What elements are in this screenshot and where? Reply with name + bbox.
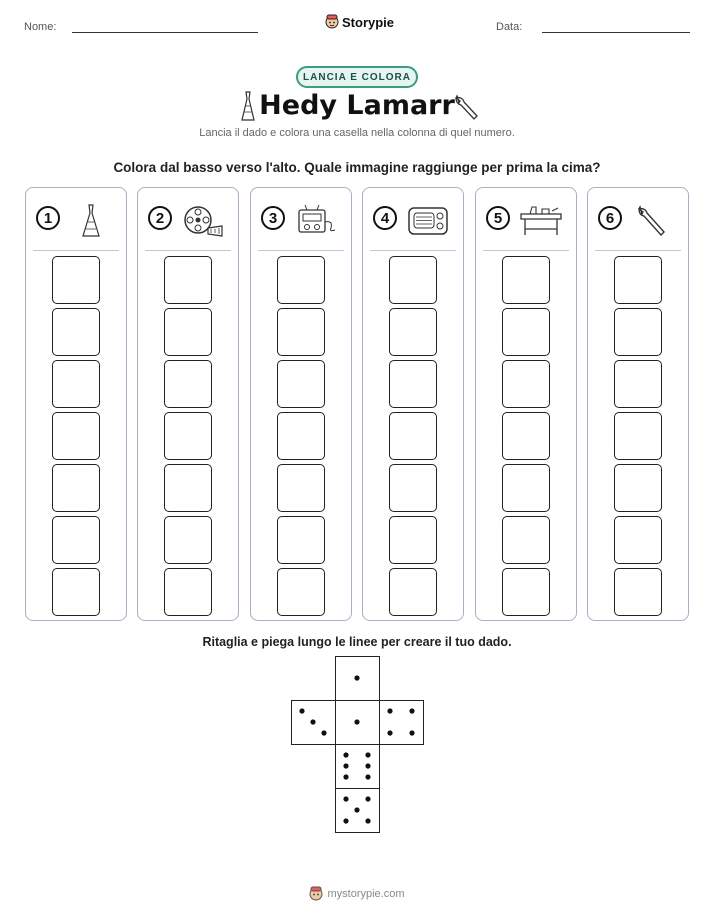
column-number: 5 [486,206,510,230]
die-pip [365,796,370,801]
color-box[interactable] [164,516,212,564]
die-pip [354,719,359,724]
color-box[interactable] [164,412,212,460]
color-box[interactable] [389,308,437,356]
column-header [138,188,238,250]
storypie-mascot-icon [309,886,323,902]
die-pips [336,657,378,699]
die-pips [336,745,378,787]
column-number: 4 [373,206,397,230]
color-box[interactable] [52,360,100,408]
column-3 [250,187,352,621]
color-box[interactable] [389,412,437,460]
die-pip [343,763,348,768]
name-line[interactable] [72,32,258,33]
color-box[interactable] [614,464,662,512]
color-box[interactable] [277,308,325,356]
die-pips [336,701,378,743]
column-number: 1 [36,206,60,230]
wrench-icon [452,92,480,122]
column-2 [137,187,239,621]
die-pip [321,730,326,735]
column-divider [595,250,681,251]
color-box[interactable] [502,464,550,512]
column-number: 2 [148,206,172,230]
column-6 [587,187,689,621]
workbench-icon [518,202,564,238]
radio-device-icon [293,202,339,238]
color-box[interactable] [502,568,550,616]
die-face-right [379,700,424,745]
color-box[interactable] [614,412,662,460]
column-number: 6 [598,206,622,230]
color-box[interactable] [164,308,212,356]
die-pip [299,708,304,713]
column-header [363,188,463,250]
die-pip [343,796,348,801]
die-pip [387,730,392,735]
color-box[interactable] [52,256,100,304]
die-pip [354,675,359,680]
color-box[interactable] [502,308,550,356]
color-box[interactable] [52,412,100,460]
color-box[interactable] [614,360,662,408]
die-pip [310,719,315,724]
wrench-icon [630,202,676,238]
color-box[interactable] [277,516,325,564]
footer [0,886,714,902]
column-header [26,188,126,250]
column-header [588,188,688,250]
color-box[interactable] [277,360,325,408]
die-pip [409,730,414,735]
color-box[interactable] [502,516,550,564]
color-box[interactable] [614,308,662,356]
die-instruction: Ritaglia e piega lungo le linee per creare il tuo dado. [202,635,512,649]
die-pip [365,818,370,823]
die-pip [343,818,348,823]
film-reel-icon [180,202,226,238]
die-pip [409,708,414,713]
die-pip [387,708,392,713]
column-divider [145,250,231,251]
column-header [251,188,351,250]
color-box[interactable] [277,568,325,616]
die-face-left [291,700,336,745]
color-box[interactable] [502,256,550,304]
color-box[interactable] [389,516,437,564]
column-number: 3 [261,206,285,230]
die-pip [343,774,348,779]
color-box[interactable] [164,464,212,512]
color-box[interactable] [277,464,325,512]
evening-gown-icon [68,202,114,238]
activity-badge: LANCIA E COLORA [296,66,418,88]
die-face-center [335,700,380,745]
column-divider [370,250,456,251]
color-box[interactable] [277,256,325,304]
die-face-top [335,656,380,701]
die-face-lower [335,744,380,789]
subtitle: Lancia il dado e colora una casella nella colonna di quel numero. [199,127,515,139]
brand-logo [325,14,394,30]
color-box[interactable] [164,360,212,408]
die-pips [292,701,334,743]
color-box[interactable] [502,412,550,460]
column-4 [362,187,464,621]
die-pip [365,763,370,768]
die-pip [365,774,370,779]
column-divider [258,250,344,251]
die-pips [336,789,378,831]
vintage-radio-icon [405,202,451,238]
color-box[interactable] [164,568,212,616]
brand-name: Storypie [342,14,395,30]
color-box[interactable] [502,360,550,408]
page-title: Hedy Lamarr [259,90,455,121]
color-box[interactable] [52,516,100,564]
die-pip [354,807,359,812]
color-box[interactable] [614,568,662,616]
die-pip [343,752,348,757]
die-pip [365,752,370,757]
date-label: Data: [496,21,523,33]
column-divider [33,250,119,251]
color-box[interactable] [52,464,100,512]
column-1 [25,187,127,621]
column-divider [483,250,569,251]
column-header [476,188,576,250]
color-box[interactable] [52,308,100,356]
column-5 [475,187,577,621]
date-line[interactable] [542,32,690,33]
color-box[interactable] [52,568,100,616]
footer-url[interactable]: mystorypie.com [327,888,405,900]
color-box[interactable] [389,568,437,616]
die-face-bottom [335,788,380,833]
color-box[interactable] [614,256,662,304]
color-box[interactable] [164,256,212,304]
storypie-mascot-icon [325,14,339,30]
name-label: Nome: [24,21,57,33]
color-box[interactable] [389,360,437,408]
color-box[interactable] [389,256,437,304]
color-box[interactable] [614,516,662,564]
color-box[interactable] [277,412,325,460]
die-pips [380,701,422,743]
coloring-instruction: Colora dal basso verso l'alto. Quale immagine raggiunge per prima la cima? [113,160,601,175]
color-box[interactable] [389,464,437,512]
